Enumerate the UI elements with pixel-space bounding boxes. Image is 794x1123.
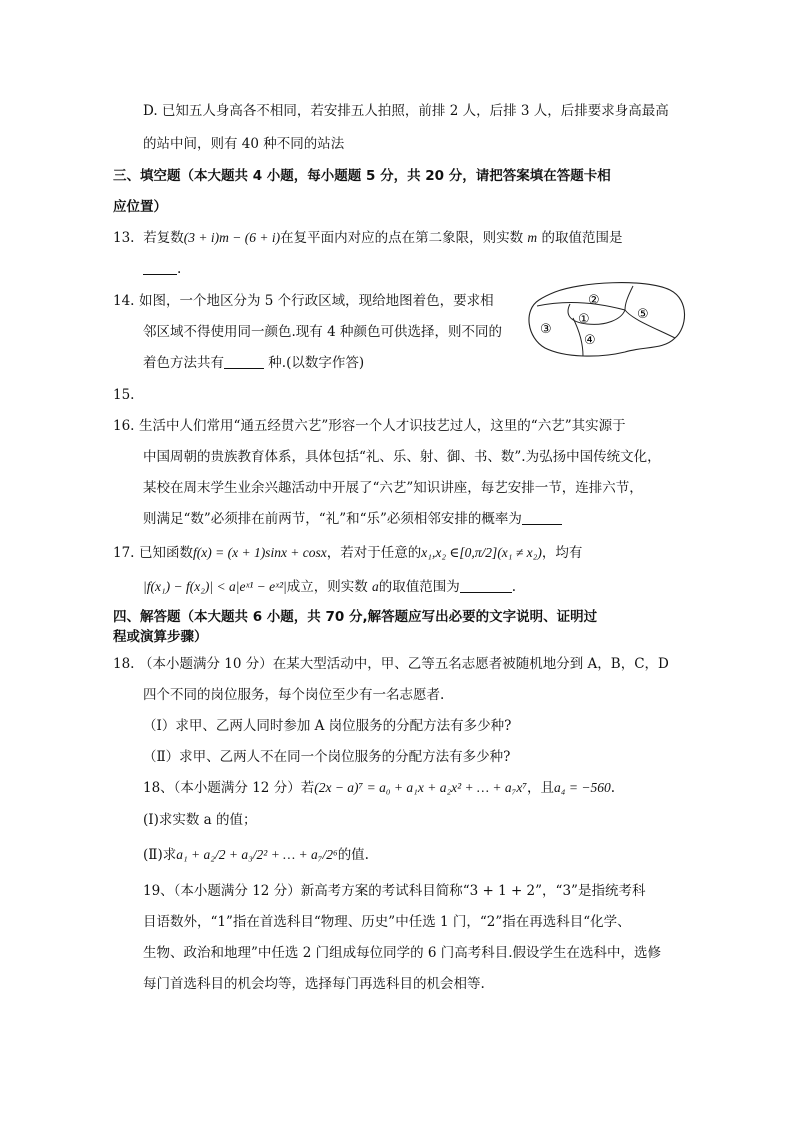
- question-17-line2: [143, 577, 516, 597]
- question-number: 15.: [113, 387, 135, 403]
- section3-heading-line1: 三、填空题（本大题共 4 小题，每小题题 5 分，共 20 分，请把答案填在答题卡相: [113, 168, 611, 184]
- q18b-part2-a: (Ⅱ)求: [143, 847, 177, 863]
- q13-text-c: 的取值范围是: [541, 230, 623, 246]
- region-label-5: ⑤: [637, 307, 649, 322]
- q17-end: .: [511, 579, 517, 595]
- q18-part1: （Ⅰ）求甲、乙两人同时参加 A 岗位服务的分配方法有多少种?: [143, 718, 512, 734]
- q17-text-c: ，均有: [541, 545, 583, 561]
- q19-text-line4: 每门首选科目的机会均等，选择每门再选科目的机会相等.: [143, 976, 485, 992]
- question-number: 14.: [113, 293, 135, 309]
- q13-variable: m: [527, 230, 538, 245]
- question-14-line1: [113, 291, 494, 311]
- q18b-end: .: [610, 780, 616, 796]
- question-17-line1: [113, 543, 582, 563]
- q18b-prefix: 18、（本小题满分 12 分）若: [143, 780, 315, 796]
- q14-text-line2: 邻区域不得使用同一颜色.现有 4 种颜色可供选择，则不同的: [143, 324, 502, 340]
- map-border-a: [537, 303, 625, 310]
- question-15: [113, 385, 139, 405]
- q14-text-b: 种.(以数字作答): [268, 355, 365, 371]
- q17-text-a: 已知函数: [139, 545, 193, 561]
- question-18b-line1: [143, 778, 615, 798]
- q19-text-line1: 19、（本小题满分 12 分）新高考方案的考试科目简称“3 + 1 + 2”，“3”是指统考科: [143, 883, 646, 899]
- answer-blank[interactable]: [460, 578, 512, 593]
- q17-text-d: 成立，则实数: [286, 579, 368, 595]
- option-d-line1: D. 已知五人身高各不相同，若安排五人拍照，前排 2 人，后排 3 人，后排要求身高最高: [143, 103, 669, 119]
- q18b-mid: ，且: [527, 780, 555, 796]
- q17-interval: [0,π/2]: [459, 545, 498, 560]
- question-number: 18.: [113, 656, 135, 672]
- q18b-part2-expression: a₁ + a₂/2 + a₃/2² + … + a₇/2⁶: [176, 847, 338, 862]
- question-18-line1: [113, 654, 669, 674]
- answer-blank[interactable]: [143, 260, 177, 275]
- q16-text-line1: 生活中人们常用“通五经贯六艺”形容一个人才识技艺过人，这里的“六艺”其实源于: [139, 418, 626, 434]
- q14-text-line3: [143, 353, 364, 373]
- q16-text-line3: 某校在周末学生业余兴趣活动中开展了“六艺”知识讲座，每艺安排一节，连排六节，: [143, 480, 643, 496]
- q18b-part2: [143, 845, 369, 865]
- question-13: [113, 228, 622, 248]
- q13-expression: (3 + i)m − (6 + i): [183, 230, 281, 245]
- section3-heading-line2: 应位置）: [113, 199, 167, 215]
- q19-text-line2: 目语数外，“1”指在首选科目“物理、历史”中任选 1 门，“2”指在再选科目“化学、: [143, 914, 631, 930]
- q18-text-line1: （本小题满分 10 分）在某大型活动中，甲、乙等五名志愿者被随机地分到 A，B，C，D: [139, 656, 669, 672]
- q18b-condition: a₄ = −560: [554, 780, 611, 795]
- answer-blank[interactable]: [224, 354, 264, 369]
- option-d-line2: 的站中间，则有 40 种不同的站法: [143, 136, 345, 152]
- question-16-line1: [113, 416, 626, 436]
- q17-condition: (x₁ ≠ x₂): [497, 545, 542, 560]
- q13-text-b: 在复平面内对应的点在第二象限，则实数: [280, 230, 524, 246]
- region-label-2: ②: [588, 293, 600, 308]
- q17-variable: a: [372, 579, 379, 594]
- q13-answer-line: [143, 259, 181, 279]
- region-map-figure: [525, 280, 690, 360]
- q18-text-line2: 四个不同的岗位服务，每个岗位至少有一名志愿者.: [143, 687, 445, 703]
- q17-vars: x₁,x₂ ∈: [421, 545, 460, 560]
- map-border-b: [625, 286, 675, 338]
- q18b-expression: (2x − a)⁷ = a₀ + a₁x + a₂x² + … + a₇x⁷: [314, 780, 528, 795]
- q17-inequality: |f(x₁) − f(x₂)| < a|eˣ¹ − eˣ²|: [143, 579, 287, 594]
- q17-text-e: 的取值范围为: [378, 579, 460, 595]
- q18b-part1: (Ⅰ)求实数 a 的值；: [143, 812, 257, 828]
- section4-heading-line2: 程或演算步骤）: [113, 629, 208, 645]
- q14-text-a: 着色方法共有: [143, 355, 224, 371]
- map-outline: [529, 283, 685, 356]
- question-number: 13.: [113, 230, 135, 246]
- q17-text-b: ，若对于任意的: [326, 545, 422, 561]
- q18b-part2-b: 的值.: [337, 847, 369, 863]
- q16-text-line2: 中国周朝的贵族教育体系，具体包括“礼、乐、射、御、书、数”.为弘扬中国传统文化，: [143, 449, 661, 465]
- q19-text-line3: 生物、政治和地理”中任选 2 门组成每位同学的 6 门高考科目.假设学生在选科中，选修: [143, 945, 662, 961]
- region-label-3: ③: [540, 322, 552, 337]
- region-label-4: ④: [584, 333, 596, 348]
- section4-heading-line1: 四、解答题（本大题共 6 小题，共 70 分,解答题应写出必要的文字说明、证明过: [113, 609, 598, 625]
- q13-end: .: [177, 261, 182, 277]
- region-label-1: ①: [578, 312, 590, 327]
- q17-function: f(x) = (x + 1)sinx + cosx: [193, 545, 327, 560]
- q16-text-line4: [143, 509, 562, 529]
- q14-text-line1: 如图，一个地区分为 5 个行政区域，现给地图着色，要求相: [139, 293, 494, 309]
- question-number: 16.: [113, 418, 135, 434]
- answer-blank[interactable]: [522, 510, 562, 525]
- q13-text-a: 若复数: [143, 230, 184, 246]
- q18-part2: （Ⅱ）求甲、乙两人不在同一个岗位服务的分配方法有多少种?: [143, 749, 511, 765]
- question-number: 17.: [113, 545, 135, 561]
- q16-text-d: 则满足“数”必须排在前两节，“礼”和“乐”必须相邻安排的概率为: [143, 511, 522, 527]
